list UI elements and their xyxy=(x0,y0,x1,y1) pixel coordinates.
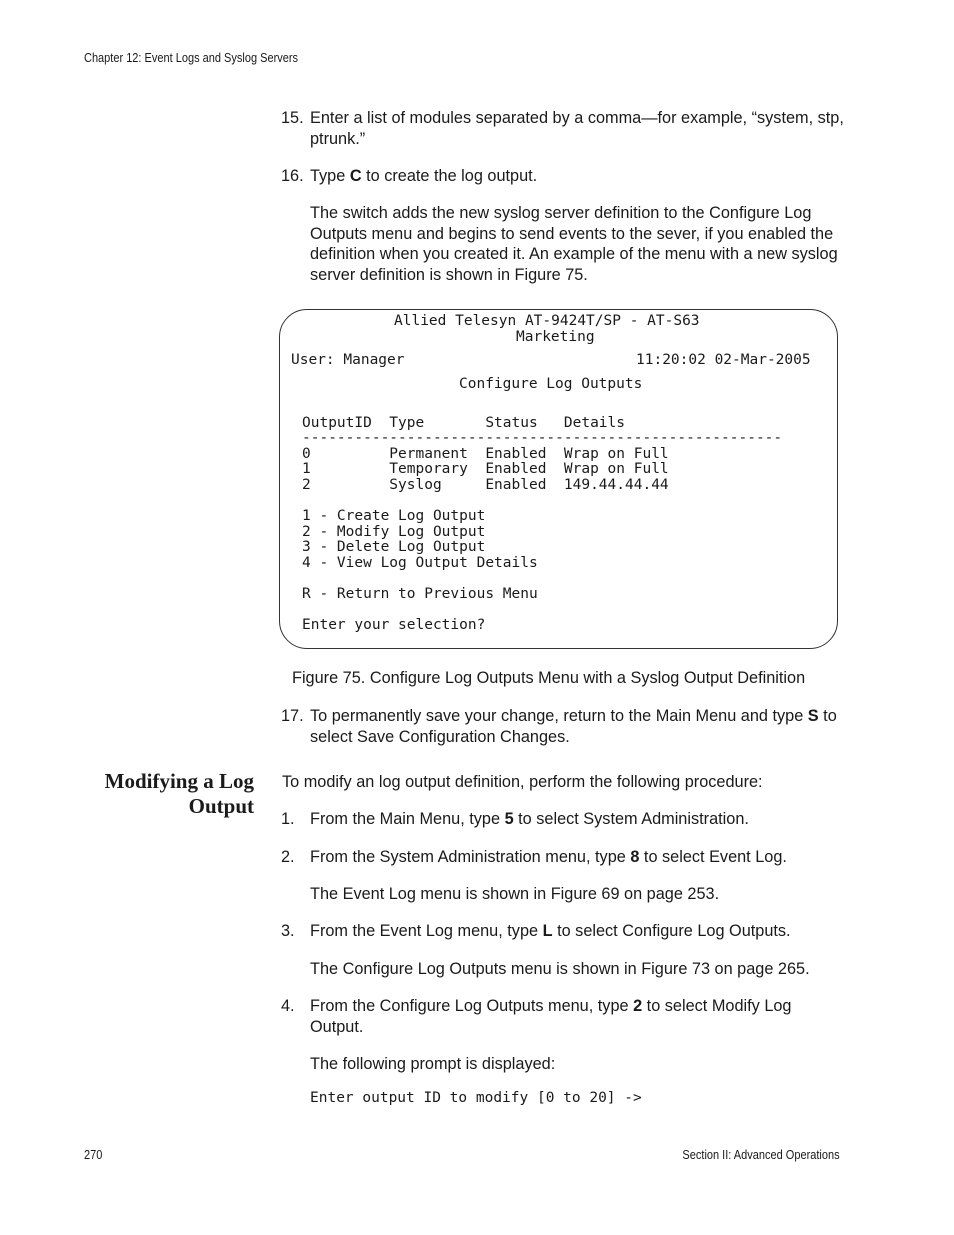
note-prompt-displayed: The following prompt is displayed: xyxy=(310,1055,556,1073)
step-text: From the Main Menu, type xyxy=(310,810,505,828)
figure-caption: Figure 75. Configure Log Outputs Menu with a Syslog Output Definition xyxy=(292,669,806,687)
step-text: to select Save Configuration Changes. xyxy=(310,707,837,746)
step-number: 16. xyxy=(281,167,304,185)
terminal-row: 1 Temporary Enabled Wrap on Full xyxy=(302,461,669,477)
step-text: From the Configure Log Outputs menu, type xyxy=(310,997,634,1015)
step-number: 3. xyxy=(281,922,295,940)
running-footer: Section II: Advanced Operations xyxy=(682,1148,840,1162)
prompt-example: Enter output ID to modify [0 to 20] -> xyxy=(310,1090,642,1106)
paragraph-syslog-added: The switch adds the new syslog server definition to the Configure Log Outputs menu and begins to send events to the sever, if you enabled the definition when you created it. An example of the menu with a new syslog server definition is shown in Figure 75. xyxy=(310,204,838,284)
step-text: to create the log output. xyxy=(361,167,538,185)
terminal-title: Allied Telesyn AT-9424T/SP - AT-S63 xyxy=(394,313,700,329)
step-number: 4. xyxy=(281,997,295,1015)
step-key: C xyxy=(349,167,362,185)
terminal-user: User: Manager xyxy=(291,352,405,368)
terminal-option: 3 - Delete Log Output xyxy=(302,539,486,555)
step-text: From the System Administration menu, type xyxy=(310,848,631,866)
note-configure-log-outputs: The Configure Log Outputs menu is shown in Figure 73 on page 265. xyxy=(310,960,810,978)
step-key: 2 xyxy=(633,997,643,1015)
terminal-row: 0 Permanent Enabled Wrap on Full xyxy=(302,446,669,462)
step-text: Enter a list of modules separated by a comma—for example, “system, stp, ptrunk.” xyxy=(310,109,844,148)
terminal-subtitle: Marketing xyxy=(516,329,595,345)
terminal-screen xyxy=(279,309,838,649)
step-2 xyxy=(281,847,845,868)
terminal-menu-title: Configure Log Outputs xyxy=(459,376,643,392)
section-heading-line: Output xyxy=(188,794,254,818)
step-key: 5 xyxy=(504,810,514,828)
step-text: To permanently save your change, return to the Main Menu and type xyxy=(310,707,808,725)
step-3 xyxy=(281,921,845,942)
step-text: to select Modify Log Output. xyxy=(310,997,792,1036)
terminal-option: 4 - View Log Output Details xyxy=(302,555,538,571)
terminal-return-option: R - Return to Previous Menu xyxy=(302,586,538,602)
step-number: 2. xyxy=(281,848,295,866)
terminal-option: 2 - Modify Log Output xyxy=(302,524,486,540)
terminal-separator: ------------------------------------------------------- xyxy=(302,430,783,446)
terminal-datetime: 11:20:02 02-Mar-2005 xyxy=(636,352,811,368)
note-event-log: The Event Log menu is shown in Figure 69 on page 253. xyxy=(310,885,720,903)
terminal-prompt: Enter your selection? xyxy=(302,617,486,633)
terminal-columns: OutputID Type Status Details xyxy=(302,415,626,431)
step-17 xyxy=(281,706,845,747)
step-text: to select Configure Log Outputs. xyxy=(552,922,791,940)
section-intro: To modify an log output definition, perform the following procedure: xyxy=(282,773,763,791)
terminal-row: 2 Syslog Enabled 149.44.44.44 xyxy=(302,477,669,493)
step-text: to select Event Log. xyxy=(639,848,787,866)
step-text: to select System Administration. xyxy=(513,810,749,828)
running-header: Chapter 12: Event Logs and Syslog Servers xyxy=(84,51,299,65)
terminal-option: 1 - Create Log Output xyxy=(302,508,486,524)
step-16 xyxy=(281,166,845,187)
step-key: 8 xyxy=(630,848,640,866)
step-key: L xyxy=(542,922,553,940)
step-4 xyxy=(281,996,845,1037)
step-text: Type xyxy=(310,167,350,185)
page-number: 270 xyxy=(84,1148,103,1162)
step-number: 1. xyxy=(281,810,295,828)
step-number: 17. xyxy=(281,707,304,725)
step-15 xyxy=(281,108,845,149)
step-number: 15. xyxy=(281,109,304,127)
section-heading-line: Modifying a Log xyxy=(104,769,254,793)
step-1 xyxy=(281,809,845,830)
section-heading xyxy=(60,769,254,819)
step-text: From the Event Log menu, type xyxy=(310,922,543,940)
step-key: S xyxy=(807,707,819,725)
